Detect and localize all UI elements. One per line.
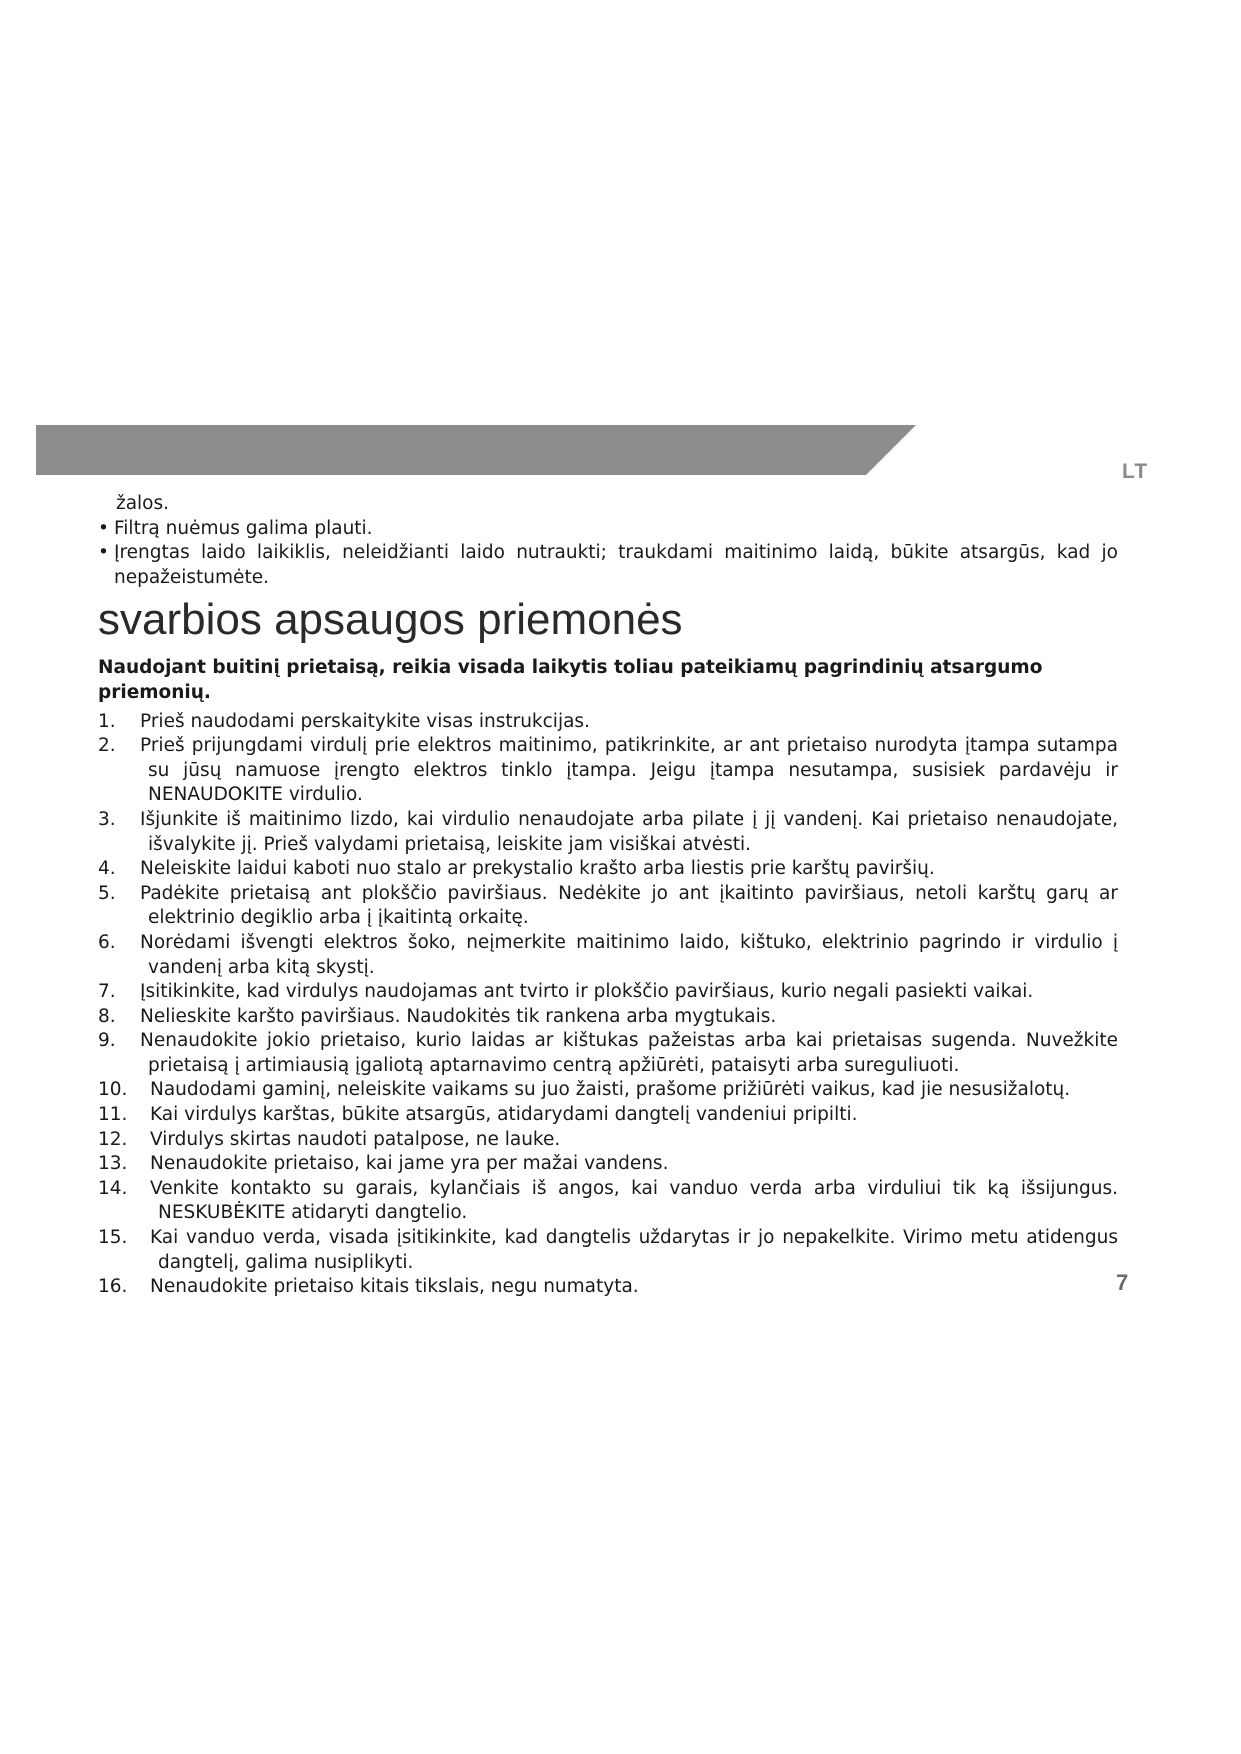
continuation-text: žalos. <box>116 493 170 514</box>
item-text: Prieš prijungdami virdulį prie elektros maitinimo, patikrinkite, ar ant prietaiso nurodyta įtampa sutampa su jūsų namuose įrengto elektros tinklo įtampa. Jeigu įtampa nesutampa, susisiek pardavėju ir NENAUDOKITE virdulio. <box>140 735 1118 806</box>
item-number: 7. <box>98 981 116 1003</box>
item-number: 16. <box>98 1276 128 1298</box>
safety-list <box>98 710 1118 1300</box>
bullet-mark: • <box>98 517 109 539</box>
item-text: Naudodami gaminį, neleiskite vaikams su juo žaisti, prašome prižiūrėti vaikus, kad jie nesusižalotų. <box>150 1079 1071 1101</box>
list-item <box>98 931 1118 980</box>
intro-text: Naudojant buitinį prietaisą, reikia visada laikytis toliau pateikiamų pagrindinių atsargumo priemonių. <box>98 657 1043 703</box>
item-number: 5. <box>98 882 116 904</box>
item-number: 2. <box>98 735 116 757</box>
list-item <box>98 1005 1118 1030</box>
list-item <box>98 1275 1118 1300</box>
list-item <box>98 1177 1118 1226</box>
item-text: Venkite kontakto su garais, kylančiais iš angos, kai vanduo verda arba virduliui tik ką išsijungus. NESKUBĖKITE atidaryti dangtelio. <box>150 1177 1118 1224</box>
item-text: Nenaudokite prietaiso, kai jame yra per mažai vandens. <box>150 1153 669 1175</box>
item-text: Nelieskite karšto paviršiaus. Naudokitės tik rankena arba mygtukais. <box>140 1005 777 1027</box>
list-item <box>98 1152 1118 1177</box>
item-number: 6. <box>98 931 116 953</box>
item-text: Kai vanduo verda, visada įsitikinkite, kad dangtelis uždarytas ir jo nepakelkite. Virimo metu atidengus dangtelį, galima nusiplikyti. <box>150 1227 1118 1273</box>
list-item <box>98 980 1118 1005</box>
item-number: 12. <box>98 1128 128 1150</box>
item-text: Nenaudokite prietaiso kitais tikslais, negu numatyta. <box>150 1276 639 1298</box>
item-number: 3. <box>98 808 116 830</box>
page-content <box>98 492 1118 1300</box>
bullet-text: Įrengtas laido laikiklis, neleidžianti laido nutraukti; traukdami maitinimo laidą, būkite atsargūs, kad jo nepažeistumėte. <box>114 542 1118 588</box>
list-item <box>98 1103 1118 1128</box>
list-item <box>98 1029 1118 1078</box>
list-item <box>98 734 1118 808</box>
item-number: 14. <box>98 1177 128 1199</box>
item-text: Padėkite prietaisą ant plokščio paviršiaus. Nedėkite jo ant įkaitinto paviršiaus, netoli karštų garų ar elektrinio degiklio arba į įkaitintą orkaitę. <box>140 882 1118 929</box>
item-text: Neleiskite laidui kaboti nuo stalo ar prekystalio krašto arba liestis prie karštų paviršių. <box>140 858 935 880</box>
item-text: Norėdami išvengti elektros šoko, neįmerkite maitinimo laido, kištuko, elektrinio pagrindo ir virdulio į vandenį arba kitą skystį. <box>140 931 1118 978</box>
section-heading: svarbios apsaugos priemonės <box>98 595 683 645</box>
bullet-item <box>98 517 1118 542</box>
bullet-item <box>98 541 1118 590</box>
header-bar <box>36 425 916 475</box>
item-text: Kai virdulys karštas, būkite atsargūs, atidarydami dangtelį vandeniui pripilti. <box>150 1104 858 1126</box>
list-item <box>98 808 1118 857</box>
item-text: Įsitikinkite, kad virdulys naudojamas ant tvirto ir plokščio paviršiaus, kurio negali pasiekti vaikai. <box>140 981 1034 1003</box>
item-number: 8. <box>98 1005 116 1027</box>
item-text: Nenaudokite jokio prietaiso, kurio laidas ar kištukas pažeistas arba kai prietaisas sugenda. Nuvežkite prietaisą į artimiausią įgaliotą aptarnavimo centrą apžiūrėti, pataisyti arba sureguliuoti. <box>140 1030 1118 1076</box>
item-number: 9. <box>98 1030 116 1052</box>
list-item <box>98 710 1118 735</box>
list-item <box>98 1128 1118 1153</box>
item-text: Virdulys skirtas naudoti patalpose, ne lauke. <box>150 1128 561 1150</box>
page-number: 7 <box>1116 1270 1129 1295</box>
item-number: 11. <box>98 1104 128 1126</box>
item-text: Prieš naudodami perskaitykite visas instrukcijas. <box>140 710 590 732</box>
list-item <box>98 1226 1118 1275</box>
list-item <box>98 882 1118 931</box>
language-code: LT <box>1122 460 1149 483</box>
item-number: 4. <box>98 858 116 880</box>
list-item <box>98 1078 1118 1103</box>
item-number: 10. <box>98 1079 128 1101</box>
item-number: 1. <box>98 710 116 732</box>
item-number: 13. <box>98 1153 128 1175</box>
item-text: Išjunkite iš maitinimo lizdo, kai virdulio nenaudojate arba pilate į jį vandenį. Kai prietaiso nenaudojate, išvalykite jį. Prieš valydami prietaisą, leiskite jam visiškai atvėsti. <box>140 808 1118 855</box>
item-number: 15. <box>98 1227 128 1249</box>
list-item <box>98 857 1118 882</box>
bullet-text: Filtrą nuėmus galima plauti. <box>114 517 373 539</box>
bullet-mark: • <box>98 542 109 564</box>
